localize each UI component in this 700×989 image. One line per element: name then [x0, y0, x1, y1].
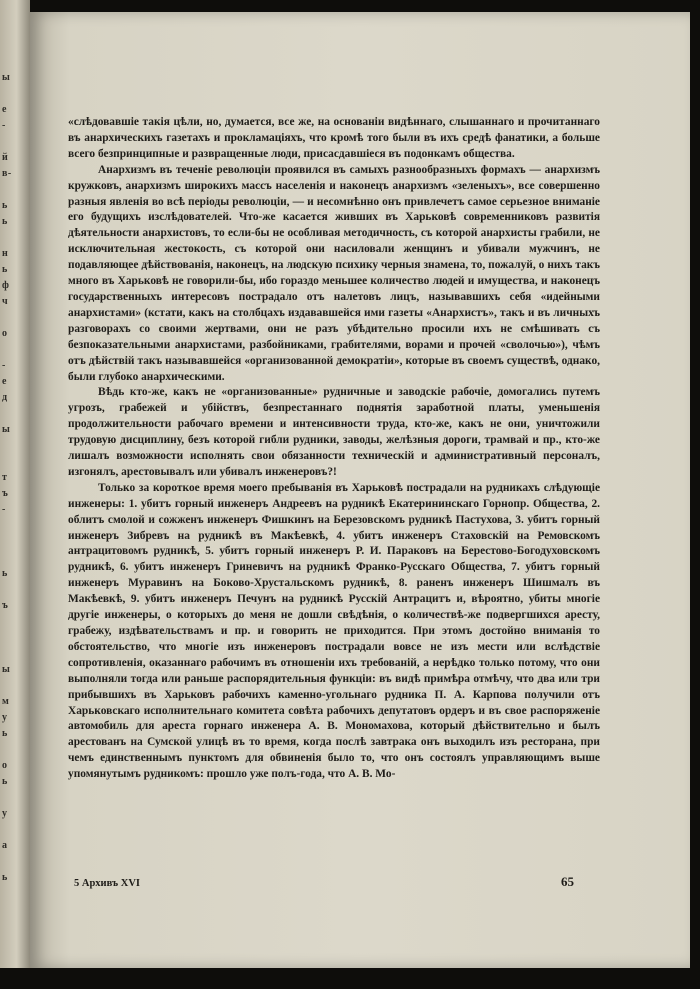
- page-text: [68, 115, 600, 783]
- book-page: [30, 12, 690, 968]
- page-footer: [74, 874, 574, 890]
- left-page-text-fragments: ы е - й в- ь ь н ь ф ч о - е д ы т ъ - ь ъ ы м у ь о ь у а ь: [2, 72, 12, 883]
- left-page-edge: [0, 0, 30, 968]
- paragraph-2: Анархизмъ въ теченіе революціи проявился въ самыхъ разнообразныхъ формахъ — анархизмъ кружковъ, анархизмъ широкихъ массъ населенія и наконецъ анархизмъ «зеленыхъ», все совершенно разныя явленія во всѣ періоды революціи, — и несомнѣнно онъ привлечетъ самое серьезное вниманіе его будущихъ изслѣдователей. Что-же касается живших въ Харьковѣ современниковъ развитія дѣятельности анархистовъ, то если-бы не особливая методичность, съ которой анархисты грабили, не исключительная жестокость, съ которой они насиловали женщинъ и убивали мужчинъ, не подавляющее дѣйствованія, наконецъ, на людскую психику черныя знамена, то, пожалуй, о нихъ такъ много въ Харьковѣ не говорили-бы, ибо гораздо меньшее количество людей и имущества, и наконецъ государственныхъ интересовъ пострадало отъ налетовъ лицъ, называвшихъ себя «идейными анархистами» (кстати, какъ на столбцахъ издававшейся ими газеты «Анархистъ», такъ и въ личныхъ разговорахъ со своими жертвами, они не разъ убѣдительно просили ихъ не смѣшивать съ безпоказательными анархистами, разбойниками, грабителями, ворами и прочей «сволочью»), чѣмъ отъ дѣйствій такъ называвшейся «организованной демократіи», которые въ своемъ существѣ, однако, были глубоко анархическими.: [68, 163, 600, 383]
- page-number: 65: [561, 874, 574, 889]
- printer-signature: 5 Архивъ XVI: [74, 878, 141, 889]
- paragraph-4: Только за короткое время моего пребыванія въ Харьковѣ пострадали на рудникахъ слѣдующіе инженеры: 1. убитъ горный инженеръ Андреевъ на рудникѣ Екатерининскаго Горнопр. Общества, 2. облитъ смолой и сожженъ инженеръ Фишкинъ на Березовскомъ рудникѣ Пастухова, 3. убитъ горный инженеръ Зибревъ на рудникѣ въ Макѣевкѣ, 4. убитъ инженеръ Стаховскій на Ремовскомъ антрацитовомъ рудникѣ, 5. убитъ горный инженеръ Р. И. Параковъ на Берестово-Богодуховскомъ рудникѣ, 6. убитъ инженеръ Гриневичъ на рудникѣ Франко-Русскаго Общества, 7. убитъ горный инженеръ Муравинъ на Боково-Хрустальскомъ рудникѣ, 8. раненъ инженеръ Шишмалъ въ Макѣевкѣ, 9. убитъ инженеръ Печунъ на рудникѣ Русскій Антрацитъ и, вѣроятно, убиты многіе другіе инженеры, о которыхъ до меня не дошли свѣдѣнія, о количествѣ-же подвергшихся аресту, грабежу, издѣвательствамъ и пр. и говорить не приходится. При этомъ достойно вниманія то обстоятельство, что многіе изъ инженеровъ пострадали вовсе не изъ мести или вслѣдствіе сопротивленія, оказаннаго рабочимъ въ отношеніи ихъ требованій, а нерѣдко только потому, что они выполняли тогда или раньше распорядительныя функціи: въ видѣ примѣра отмѣчу, что два или три прибывшихъ въ Харьковъ рабочихъ каменно-угольнаго рудника П. А. Карпова получили отъ Харьковскаго исполнительнаго комитета совѣта рабочихъ депутатовъ ордеръ и въ свое распоряженіе автомобиль для ареста горнаго инженера А. В. Мономахова, который дѣйствительно и былъ арестованъ на Сумской улицѣ въ то время, когда послѣ завтрака онъ выходилъ изъ ресторана, при чемъ единственнымъ пунктомъ для обвиненія было то, что онъ состоялъ управляющимъ выше упомянутымъ рудникомъ: прошло уже полъ-года, что А. В. Мо-: [68, 481, 600, 781]
- paragraph-1: «слѣдовавшіе такія цѣли, но, думается, все же, на основаніи видѣннаго, слышаннаго и прочитаннаго въ анархическихъ газетахъ и прокламаціяхъ, что кромѣ того были въ ихъ средѣ фанатики, а больше всего безпринципные и развращенные люди, присасдавшіеся въ подонкамъ общества.: [68, 116, 600, 160]
- paragraph-3: Вѣдь кто-же, какъ не «организованные» рудничные и заводскіе рабочіе, домогались путемъ угрозъ, грабежей и убійствъ, безпрестаннаго поднятія заработной платы, уменьшенія продолжительности рабочаго времени и интенсивности труда, кто-же, какъ не они, уничтожили трудовую дисциплину, безъ которой гибли рудники, заводы, желѣзныя дороги, трамвай и пр., кто-же лишалъ возможности исполнять свои обязанности техническій и административный персоналъ, изгонялъ, арестовывалъ или убивалъ инженеровъ?!: [68, 386, 600, 478]
